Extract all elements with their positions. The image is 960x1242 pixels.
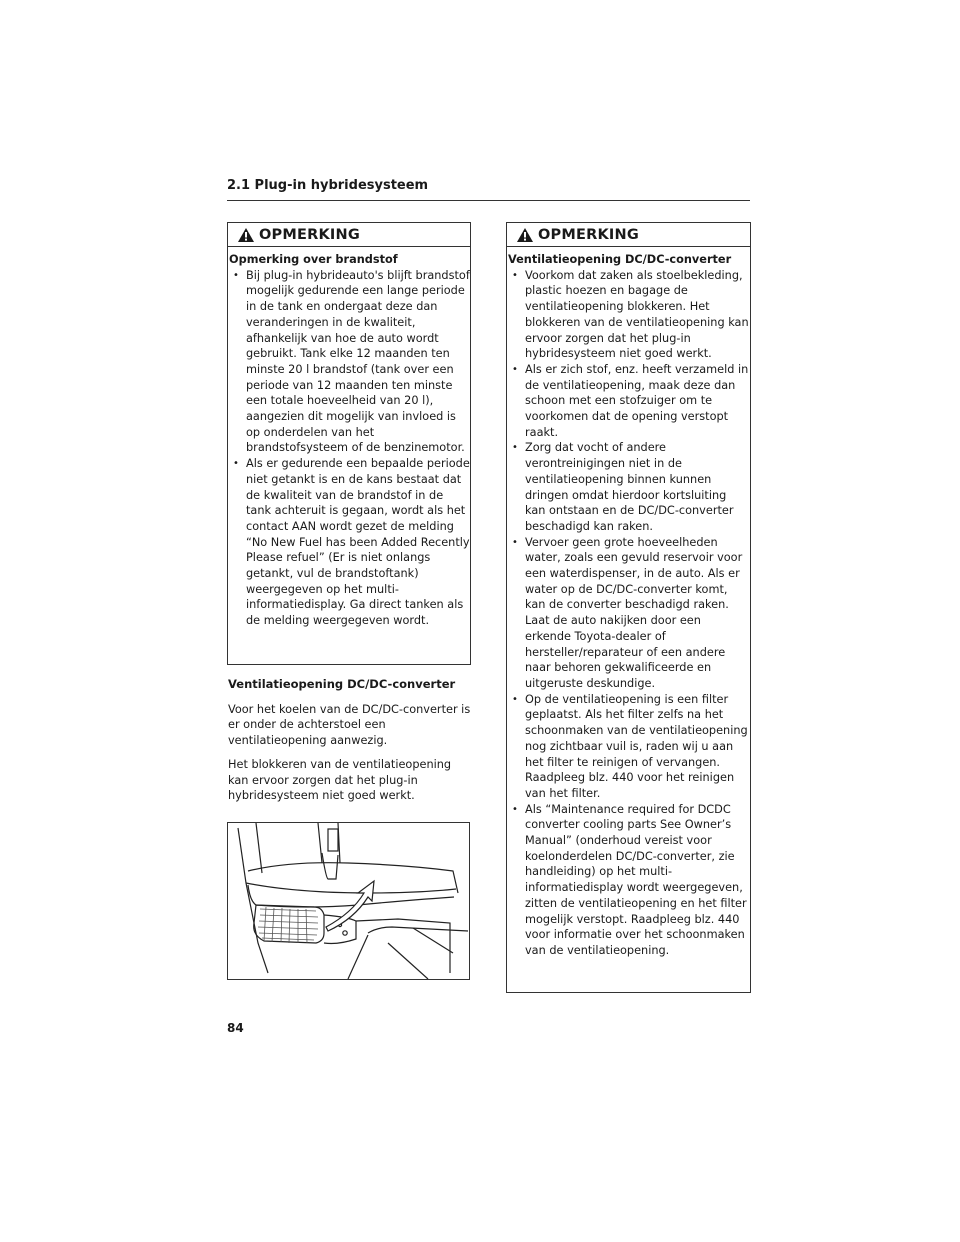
list-item: • Als er zich stof, enz. heeft verzameld in de ventilatieopening, maak deze dan schoon met een stofzuiger om te voorkomen dat de opening verstopt raakt. xyxy=(508,362,750,441)
list-item: • Voorkom dat zaken als stoelbekleding, plastic hoezen en bagage de ventilatieopening blokkeren. Het blokkeren van de ventilatieopening kan ervoor zorgen dat het plug-in hybridesysteem niet goed werkt. xyxy=(508,268,750,362)
right-notice-title: OPMERKING xyxy=(538,226,639,243)
vent-illustration xyxy=(227,822,470,980)
left-column-text xyxy=(228,677,473,812)
section-header xyxy=(227,178,750,201)
right-notice-list xyxy=(508,268,750,959)
warning-icon xyxy=(238,228,254,242)
right-notice-box xyxy=(506,222,751,993)
list-item: • Als “Maintenance required for DCDC converter cooling parts See Owner’s Manual” (onderhoud vereist voor koelonderdelen DC/DC-converter, zie handleiding) op het multi-informatiedisplay wordt weergegeven, zitten de ventilatieopening en het filter mogelijk verstopt. Raadpleeg blz. 440 voor informatie over het schoonmaken van de ventilatieopening. xyxy=(508,802,750,959)
left-notice-title-bar xyxy=(228,223,470,247)
vent-heading: Ventilatieopening DC/DC-converter xyxy=(228,677,456,691)
left-notice-title: OPMERKING xyxy=(259,226,360,243)
left-notice-box xyxy=(227,222,471,665)
list-item: • Bij plug-in hybrideauto's blijft brandstof mogelijk gedurende een lange periode in de tank en ondergaat deze dan veranderingen in de kwaliteit, afhankelijk van hoe de auto wordt gebruikt. Tank elke 12 maanden ten minste 20 l brandstof (tank over een periode van 12 maanden ten minste een totale hoeveelheid van 20 l), aangezien dit mogelijk van invloed is op onderdelen van het brandstofsysteem of de benzinemotor. xyxy=(229,268,470,456)
right-notice-title-bar xyxy=(507,223,750,247)
section-title: 2.1 Plug-in hybridesysteem xyxy=(227,178,429,193)
right-notice-body xyxy=(507,247,750,959)
left-notice-list xyxy=(229,268,470,629)
rear-seat-vent-drawing xyxy=(228,823,469,979)
list-item: • Als er gedurende een bepaalde periode niet getankt is en de kans bestaat dat de kwaliteit van de brandstof in de tank achteruit is gegaan, wordt als het contact AAN wordt gezet de melding “No New Fuel has been Added Recently Please refuel” (Er is niet onlangs getankt, vul de brandstoftank) weergegeven op het multi-informatiedisplay. Ga direct tanken als de melding weergegeven wordt. xyxy=(229,456,470,629)
list-item: • Vervoer geen grote hoeveelheden water, zoals een gevuld reservoir voor een waterdispenser, in de auto. Als er water op de DC/DC-converter komt, kan de converter beschadigd raken. Laat de auto nakijken door een erkende Toyota-dealer of hersteller/reparateur of een andere naar behoren gekwalificeerde en uitgeruste deskundige. xyxy=(508,535,750,692)
warning-icon xyxy=(517,228,533,242)
vent-paragraph-2: Het blokkeren van de ventilatieopening kan ervoor zorgen dat het plug-in hybridesysteem niet goed werkt. xyxy=(228,757,452,803)
list-item: • Zorg dat vocht of andere verontreinigingen niet in de ventilatieopening binnen kunnen dringen omdat hierdoor kortsluiting kan ontstaan en de DC/DC-converter beschadigd kan raken. xyxy=(508,440,750,534)
vent-paragraph-1: Voor het koelen van de DC/DC-converter is er onder de achterstoel een ventilatieopening aanwezig. xyxy=(228,702,471,748)
right-notice-subtitle: Ventilatieopening DC/DC-converter xyxy=(508,253,732,266)
list-item: • Op de ventilatieopening is een filter geplaatst. Als het filter zelfs na het schoonmaken van de ventilatieopening nog zichtbaar vuil is, raden wij u aan het filter te reinigen of vervangen. Raadpleeg blz. 440 voor het reinigen van het filter. xyxy=(508,692,750,802)
left-notice-body xyxy=(228,247,470,629)
page-number: 84 xyxy=(227,1021,244,1035)
left-notice-subtitle: Opmerking over brandstof xyxy=(229,253,398,266)
